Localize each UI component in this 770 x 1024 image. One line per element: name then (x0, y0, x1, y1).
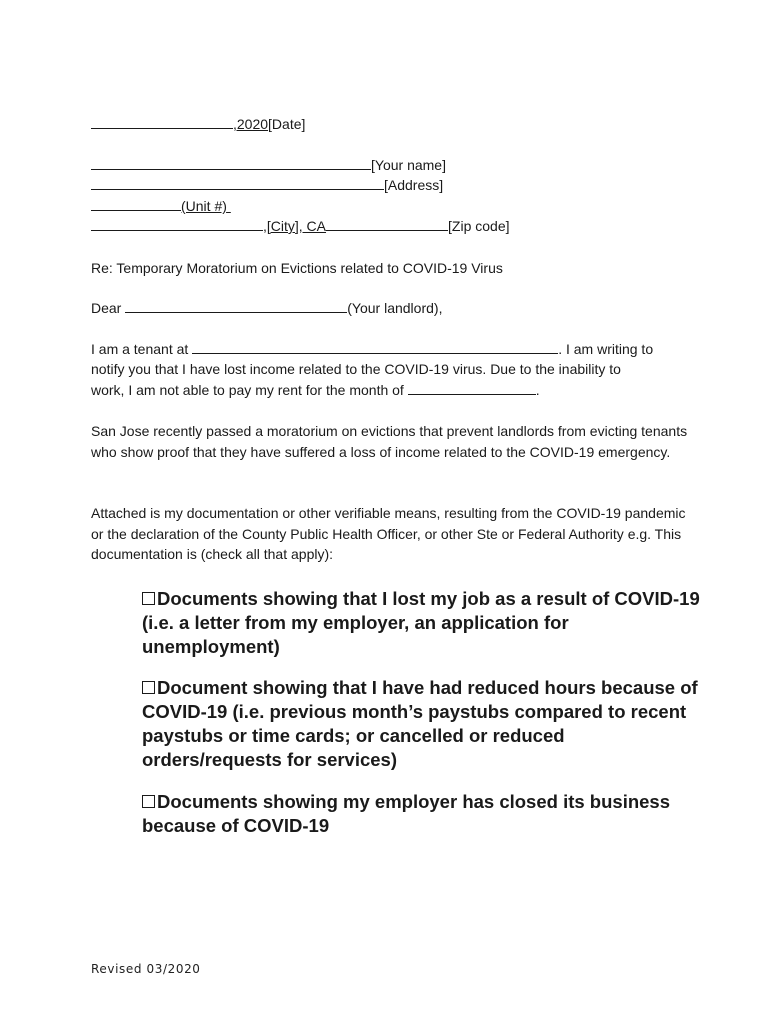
checkbox[interactable] (142, 795, 155, 808)
checklist-item-label: Documents showing my employer has closed its business because of COVID-19 (142, 791, 671, 836)
paragraph-3: Attached is my documentation or other verifiable means, resulting from the COVID-19 pandemic or the declaration of the County Public Health Officer, or other Ste or Federal Authority e.g. This documentation is (check all that apply): (91, 505, 686, 562)
tenant-address-blank[interactable] (192, 339, 558, 354)
city-zip-line (91, 216, 510, 236)
checklist-item (142, 676, 702, 772)
city-label: ,[City], CA (263, 218, 327, 234)
city-blank[interactable] (91, 216, 263, 231)
unit-line (91, 196, 231, 216)
paragraph-1-line-1: I am a tenant at . I am writing to (91, 341, 654, 357)
subject-line: Re: Temporary Moratorium on Evictions related to COVID-19 Virus (91, 260, 503, 276)
date-year: ,2020 (233, 116, 269, 132)
zip-blank[interactable] (326, 216, 448, 231)
address-label: [Address] (384, 177, 444, 193)
paragraph-1-line-2: notify you that I have lost income related to the COVID-19 virus. Due to the inability to (91, 361, 621, 377)
name-line (91, 155, 446, 175)
address-blank[interactable] (91, 175, 384, 190)
checklist-item-label: Documents showing that I lost my job as a result of COVID-19 (i.e. a letter from my employer, an application for unemployment) (142, 588, 700, 657)
unit-label: (Unit #) (181, 198, 227, 214)
salutation-prefix: Dear (91, 300, 122, 316)
revision-footer: Revised 03/2020 (91, 962, 201, 976)
checklist-item (142, 790, 702, 838)
date-line (91, 114, 305, 134)
landlord-name-blank[interactable] (125, 298, 347, 313)
salutation-suffix: (Your landlord), (347, 300, 443, 316)
zip-label: [Zip code] (448, 218, 510, 234)
checklist-item (142, 587, 702, 659)
unit-blank[interactable] (91, 196, 181, 211)
address-line (91, 175, 443, 195)
checkbox[interactable] (142, 592, 155, 605)
date-blank[interactable] (91, 114, 233, 129)
paragraph-1-line-3: work, I am not able to pay my rent for the month of . (91, 382, 540, 398)
name-label: [Your name] (371, 157, 446, 173)
rent-month-blank[interactable] (408, 380, 536, 395)
checklist-item-label: Document showing that I have had reduced hours because of COVID-19 (i.e. previous month’s paystubs compared to recent paystubs or time cards; or cancelled or reduced orders/requests for services) (142, 677, 698, 770)
paragraph-2: San Jose recently passed a moratorium on evictions that prevent landlords from evicting tenants who show proof that they have suffered a loss of income related to the COVID-19 emergency. (91, 423, 688, 460)
date-label: [Date] (268, 116, 306, 132)
name-blank[interactable] (91, 155, 371, 170)
salutation (91, 298, 442, 318)
checkbox[interactable] (142, 681, 155, 694)
